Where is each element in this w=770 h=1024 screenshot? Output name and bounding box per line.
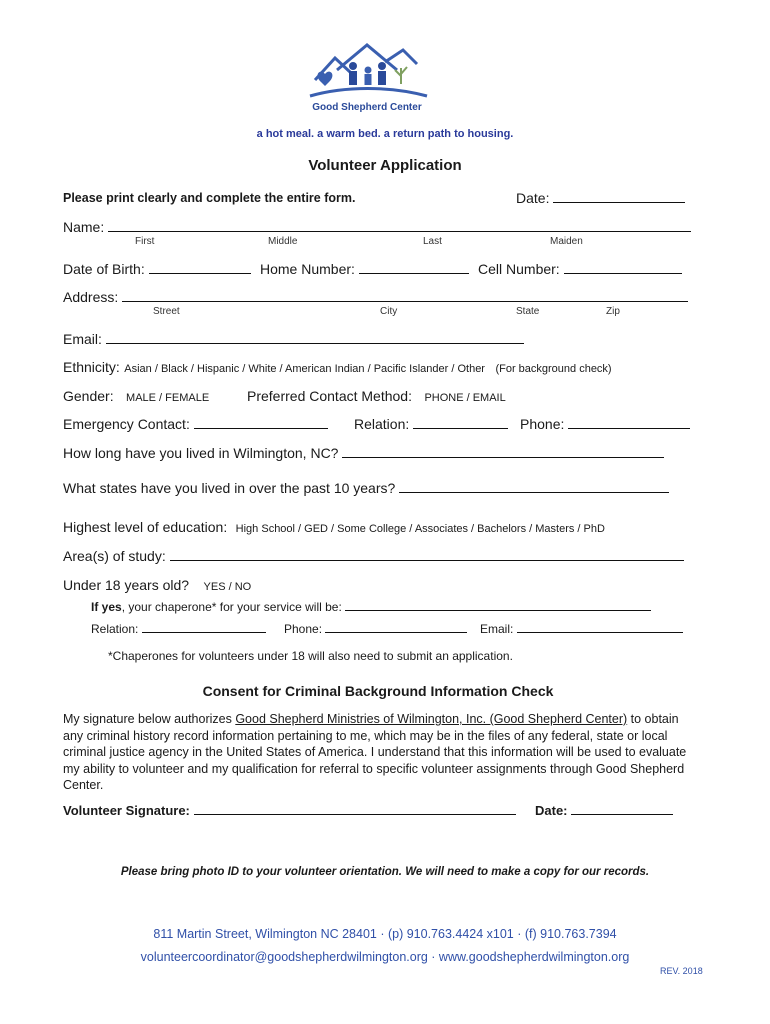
wilmington-line[interactable] bbox=[342, 445, 664, 458]
photo-id-note: Please bring photo ID to your volunteer orientation. We will need to make a copy for our records. bbox=[120, 866, 650, 878]
chaperone-relation-label: Relation: bbox=[91, 622, 139, 636]
name-part-middle: Middle bbox=[268, 236, 298, 247]
dob-label: Date of Birth: bbox=[63, 261, 145, 277]
if-yes-label: If yes bbox=[91, 600, 122, 614]
states-label: What states have you lived in over the past 10 years? bbox=[63, 480, 396, 496]
area-of-study-line[interactable] bbox=[170, 548, 684, 561]
signature-date-label: Date: bbox=[535, 803, 568, 818]
home-number-line[interactable] bbox=[359, 261, 469, 274]
emergency-relation-line[interactable] bbox=[413, 416, 508, 429]
education-label: Highest level of education: bbox=[63, 519, 228, 535]
chaperone-email-line[interactable] bbox=[517, 622, 683, 633]
gender-options[interactable]: MALE / FEMALE bbox=[126, 392, 210, 404]
under-18-options[interactable]: YES / NO bbox=[203, 581, 252, 593]
chaperone-line[interactable] bbox=[345, 600, 651, 611]
address-part-city: City bbox=[380, 306, 398, 317]
consent-text-after: to obtain any criminal history record information pertaining to me, which may be in the files of any federal, state or local criminal justice agency in the United States of America. I understand that this information will be used to evaluate my ability to volunteer and my qualification for referral to specific volunteer assignments through Good Shepherd Center. bbox=[63, 712, 687, 792]
signature-date-line[interactable] bbox=[571, 802, 673, 815]
signature-date-field[interactable] bbox=[535, 802, 673, 818]
email-line[interactable] bbox=[106, 331, 524, 344]
name-part-last: Last bbox=[423, 236, 442, 247]
home-number-label: Home Number: bbox=[260, 261, 355, 277]
contact-method-field bbox=[247, 388, 506, 406]
chaperone-note: *Chaperones for volunteers under 18 will also need to submit an application. bbox=[108, 649, 513, 663]
email-label: Email: bbox=[63, 331, 102, 347]
footer-web: volunteercoordinator@goodshepherdwilmington.org · www.goodshepherdwilmington.org bbox=[140, 950, 630, 964]
under-18-label: Under 18 years old? bbox=[63, 577, 190, 593]
cell-number-label: Cell Number: bbox=[478, 261, 560, 277]
dob-field[interactable] bbox=[63, 261, 251, 277]
cell-number-line[interactable] bbox=[564, 261, 682, 274]
wilmington-field[interactable] bbox=[63, 445, 664, 461]
emergency-contact-label: Emergency Contact: bbox=[63, 416, 190, 432]
name-part-first: First bbox=[135, 236, 155, 247]
footer-address: 811 Martin Street, Wilmington NC 28401 · (p) 910.763.4424 x101 · (f) 910.763.7394 bbox=[153, 927, 617, 941]
emergency-relation-field[interactable] bbox=[354, 416, 508, 432]
signature-field[interactable] bbox=[63, 802, 516, 818]
emergency-phone-line[interactable] bbox=[568, 416, 690, 429]
chaperone-email-field[interactable] bbox=[480, 622, 683, 636]
chaperone-relation-line[interactable] bbox=[142, 622, 266, 633]
ethnicity-label: Ethnicity: bbox=[63, 359, 120, 375]
name-label: Name: bbox=[63, 219, 105, 235]
education-options[interactable]: High School / GED / Some College / Associates / Bachelors / Masters / PhD bbox=[235, 523, 605, 535]
chaperone-phone-label: Phone: bbox=[284, 622, 323, 636]
instructions: Please print clearly and complete the entire form. bbox=[63, 191, 356, 205]
contact-method-options[interactable]: PHONE / EMAIL bbox=[424, 392, 506, 404]
cell-number-field[interactable] bbox=[478, 261, 682, 277]
signature-label: Volunteer Signature: bbox=[63, 803, 190, 818]
address-label: Address: bbox=[63, 289, 119, 305]
area-of-study-label: Area(s) of study: bbox=[63, 548, 166, 564]
dob-line[interactable] bbox=[149, 261, 251, 274]
address-part-state: State bbox=[516, 306, 540, 317]
name-line[interactable] bbox=[108, 219, 691, 232]
contact-method-label: Preferred Contact Method: bbox=[247, 388, 412, 404]
page-title: Volunteer Application bbox=[308, 157, 462, 174]
name-part-maiden: Maiden bbox=[550, 236, 583, 247]
chaperone-phone-field[interactable] bbox=[284, 622, 467, 636]
under-18-field bbox=[63, 577, 251, 595]
emergency-contact-field[interactable] bbox=[63, 416, 328, 432]
gender-field bbox=[63, 388, 209, 406]
consent-paragraph bbox=[63, 711, 693, 794]
states-field[interactable] bbox=[63, 480, 669, 496]
date-label: Date: bbox=[516, 190, 550, 206]
signature-line[interactable] bbox=[194, 802, 516, 815]
chaperone-phone-line[interactable] bbox=[325, 622, 467, 633]
consent-org-name: Good Shepherd Ministries of Wilmington, Inc. (Good Shepherd Center) bbox=[235, 712, 628, 726]
address-line[interactable] bbox=[122, 289, 688, 302]
ethnicity-note: (For background check) bbox=[495, 363, 612, 375]
chaperone-relation-field[interactable] bbox=[91, 622, 266, 636]
emergency-phone-label: Phone: bbox=[520, 416, 565, 432]
logo-wordmark: Good Shepherd Center bbox=[312, 102, 422, 113]
education-field bbox=[63, 519, 605, 537]
date-line[interactable] bbox=[553, 190, 685, 203]
states-line[interactable] bbox=[399, 480, 669, 493]
ethnicity-field bbox=[63, 359, 612, 377]
address-part-street: Street bbox=[153, 306, 180, 317]
consent-heading: Consent for Criminal Background Information Check bbox=[202, 683, 554, 699]
chaperone-label: , your chaperone* for your service will be: bbox=[121, 600, 342, 614]
name-field[interactable] bbox=[63, 219, 691, 235]
tagline: a hot meal. a warm bed. a return path to housing. bbox=[256, 128, 514, 140]
chaperone-field[interactable] bbox=[91, 600, 651, 614]
good-shepherd-logo bbox=[305, 40, 430, 115]
date-field[interactable] bbox=[516, 190, 685, 206]
consent-text-before: My signature below authorizes bbox=[63, 712, 236, 726]
emergency-contact-line[interactable] bbox=[194, 416, 328, 429]
email-field[interactable] bbox=[63, 331, 524, 347]
home-number-field[interactable] bbox=[260, 261, 469, 277]
emergency-phone-field[interactable] bbox=[520, 416, 690, 432]
address-field[interactable] bbox=[63, 289, 688, 305]
ethnicity-options[interactable]: Asian / Black / Hispanic / White / American Indian / Pacific Islander / Other bbox=[124, 363, 485, 375]
wilmington-label: How long have you lived in Wilmington, NC? bbox=[63, 445, 339, 461]
revision: REV. 2018 bbox=[660, 966, 703, 976]
address-part-zip: Zip bbox=[606, 306, 620, 317]
emergency-relation-label: Relation: bbox=[354, 416, 410, 432]
gender-label: Gender: bbox=[63, 388, 114, 404]
area-of-study-field[interactable] bbox=[63, 548, 684, 564]
chaperone-email-label: Email: bbox=[480, 622, 514, 636]
